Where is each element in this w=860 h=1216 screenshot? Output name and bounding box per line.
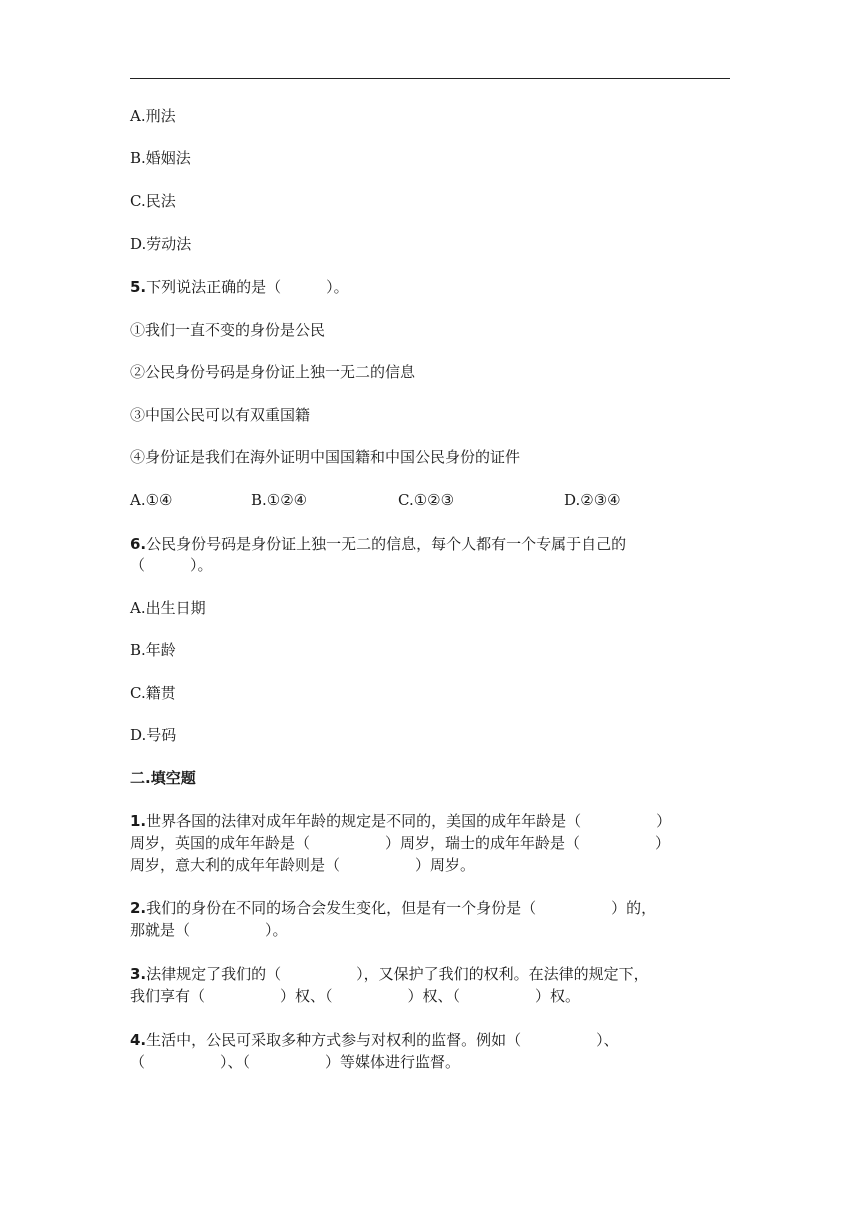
q6-stem: [130, 534, 626, 554]
fill2-text1: 我们的身份在不同的场合会发生变化，但是有一个身份是（ ）的，: [146, 899, 657, 917]
q5-option-c: C.①②③: [398, 491, 455, 509]
fill4-line1: [130, 1030, 619, 1050]
q5-statement-3: ③中国公民可以有双重国籍: [130, 406, 311, 424]
q6-stem-line1: 公民身份号码是身份证上独一无二的信息，每个人都有一个专属于自己的: [146, 535, 627, 553]
q4-option-c: C.民法: [130, 192, 176, 210]
q6-stem-line2: （ ）。: [130, 556, 213, 574]
fill4-text1: 生活中，公民可采取多种方式参与对权利的监督。例如（ ）、: [146, 1031, 619, 1049]
section-heading-fill-in: 二.填空题: [130, 769, 196, 787]
fill1-line1: [130, 811, 671, 831]
q6-option-b: B.年龄: [130, 641, 176, 659]
q5-option-a: A.①④: [130, 491, 173, 509]
q6-number: 6.: [130, 535, 147, 553]
fill3-line2: 我们享有（ ）权、（ ）权、（ ）权。: [130, 987, 581, 1005]
q6-option-c: C.籍贯: [130, 684, 176, 702]
q5-statement-2: ②公民身份号码是身份证上独一无二的信息: [130, 363, 416, 381]
q5-statement-1: ①我们一直不变的身份是公民: [130, 321, 326, 339]
q5-option-b: B.①②④: [251, 491, 308, 509]
fill2-line1: [130, 898, 656, 918]
q5-stem: [130, 277, 349, 297]
fill3-text1: 法律规定了我们的（ ），又保护了我们的权利。在法律的规定下，: [146, 965, 649, 983]
q4-option-a: A.刑法: [130, 107, 176, 125]
fill3-number: 3.: [130, 965, 147, 983]
top-divider: [130, 78, 730, 79]
fill2-number: 2.: [130, 899, 147, 917]
fill1-line2: 周岁，英国的成年年龄是（ ）周岁，瑞士的成年年龄是（ ）: [130, 834, 671, 852]
fill1-text1: 世界各国的法律对成年年龄的规定是不同的，美国的成年年龄是（ ）: [146, 812, 672, 830]
q6-option-a: A.出生日期: [130, 599, 206, 617]
fill3-line1: [130, 964, 649, 984]
q4-option-b: B.婚姻法: [130, 149, 191, 167]
q4-option-d: D.劳动法: [130, 235, 192, 253]
q5-option-d: D.②③④: [564, 491, 621, 509]
fill4-number: 4.: [130, 1031, 147, 1049]
q6-option-d: D.号码: [130, 726, 177, 744]
q5-stem-text: 下列说法正确的是（ ）。: [146, 278, 349, 296]
fill1-line3: 周岁，意大利的成年年龄则是（ ）周岁。: [130, 856, 476, 874]
fill1-number: 1.: [130, 812, 147, 830]
fill4-line2: （ ）、（ ）等媒体进行监督。: [130, 1053, 461, 1071]
q5-number: 5.: [130, 278, 147, 296]
q5-statement-4: ④身份证是我们在海外证明中国国籍和中国公民身份的证件: [130, 448, 521, 466]
fill2-line2: 那就是（ ）。: [130, 921, 288, 939]
